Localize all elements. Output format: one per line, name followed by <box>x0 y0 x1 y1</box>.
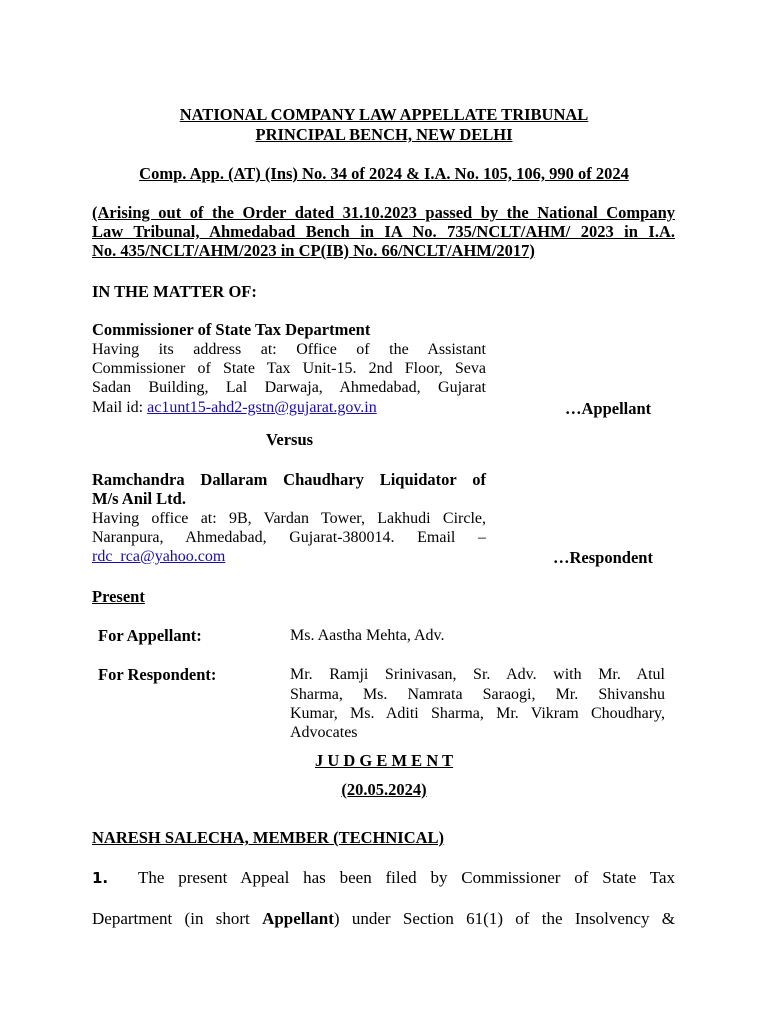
respondent-counsel-line-2: Sharma, Ms. Namrata Saraogi, Mr. Shivanshu <box>290 686 665 703</box>
appellant-address-1: Having its address at: Office of the Assistant <box>92 341 486 358</box>
appellant-role: …Appellant <box>565 399 652 418</box>
respondent-counsel-line-3: Kumar, Ms. Aditi Sharma, Mr. Vikram Choudhary, <box>290 705 665 722</box>
para-1-line-1: The present Appeal has been filed by Commissioner of State Tax <box>138 868 675 887</box>
appellant-counsel: Ms. Aastha Mehta, Adv. <box>290 627 445 644</box>
appellant-address-3: Sadan Building, Lal Darwaja, Ahmedabad, Gujarat <box>92 379 486 396</box>
para-1-number: 1. <box>92 869 109 887</box>
present-heading: Present <box>92 587 145 606</box>
respondent-name-1: Ramchandra Dallaram Chaudhary Liquidator of <box>92 470 486 489</box>
appellant-email-link[interactable]: ac1unt15-ahd2-gstn@gujarat.gov.in <box>147 399 377 416</box>
para-1-line-2-c: ) under Section 61(1) of the Insolvency & <box>333 909 675 928</box>
respondent-role: …Respondent <box>553 548 653 567</box>
versus-label: Versus <box>266 430 314 449</box>
for-appellant-label: For Appellant: <box>98 626 202 645</box>
matter-heading: IN THE MATTER OF: <box>92 282 257 301</box>
para-1-appellant-term: Appellant <box>262 909 334 928</box>
appellant-address-2: Commissioner of State Tax Unit-15. 2nd Floor, Seva <box>92 360 486 377</box>
respondent-name-2: M/s Anil Ltd. <box>92 489 186 508</box>
case-number: Comp. App. (AT) (Ins) No. 34 of 2024 & I.A. No. 105, 106, 990 of 2024 <box>139 164 629 183</box>
para-1-line-2 <box>92 909 675 929</box>
judgement-date: (20.05.2024) <box>341 780 427 799</box>
judgement-title: J U D G E M E N T <box>314 751 454 770</box>
tribunal-name: NATIONAL COMPANY LAW APPELLATE TRIBUNAL <box>179 105 589 124</box>
arising-line-1: (Arising out of the Order dated 31.10.2023 passed by the National Company <box>92 203 675 222</box>
appellant-mail-line <box>92 398 377 418</box>
respondent-address-2: Naranpura, Ahmedabad, Gujarat-380014. Email – <box>92 529 486 546</box>
arising-line-3: No. 435/NCLT/AHM/2023 in CP(IB) No. 66/NCLT/AHM/2017) <box>92 241 535 260</box>
respondent-email-link[interactable]: rdc_rca@yahoo.com <box>92 548 226 565</box>
mail-label: Mail id: <box>92 399 148 416</box>
respondent-address-1: Having office at: 9B, Vardan Tower, Lakhudi Circle, <box>92 510 486 527</box>
bench-name: PRINCIPAL BENCH, NEW DELHI <box>255 125 513 144</box>
appellant-name: Commissioner of State Tax Department <box>92 320 371 339</box>
judgement-author: NARESH SALECHA, MEMBER (TECHNICAL) <box>92 828 445 847</box>
arising-line-2: Law Tribunal, Ahmedabad Bench in IA No. 735/NCLT/AHM/ 2023 in I.A. <box>92 222 675 241</box>
for-respondent-label: For Respondent: <box>98 665 217 684</box>
respondent-counsel-line-4: Advocates <box>290 724 358 741</box>
respondent-counsel-line-1: Mr. Ramji Srinivasan, Sr. Adv. with Mr. Atul <box>290 666 665 683</box>
para-1-line-2-a: Department (in short <box>92 909 263 928</box>
